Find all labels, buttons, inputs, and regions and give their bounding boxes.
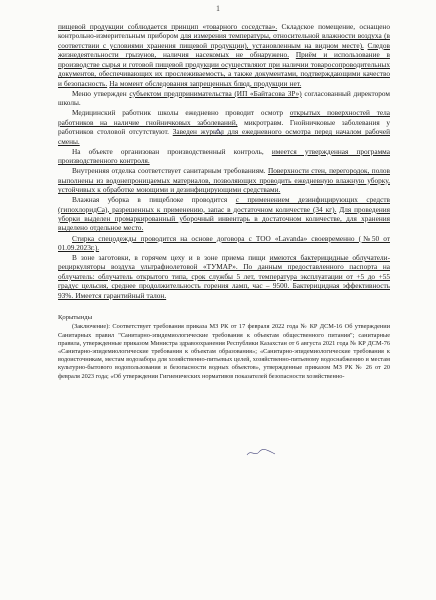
underlined-text: На момент обследования запрещенных блюд, продукции нет. — [109, 78, 302, 88]
body-text: микротравм. Гнойничковые заболевания у работников столовой отсутствуют. — [58, 117, 390, 137]
body-text — [289, 50, 296, 59]
body-text: Меню утвержден — [72, 88, 130, 98]
underlined-text: имеются бактерицидные облучатели-рециркуляторы воздуха ультрафиолетовой «ТУМАР». По данным предоставленного паспорта на облучатель: облучатель открытого типа, срок службы 5 лет, температура эксплуатации от +5 до +55 градус цельсия, среднее продолжительность горения ламп, час – 9500. Бактерицидная эффективность 93%. Имеется гарантийный талон. — [58, 253, 390, 300]
underlined-text: Приём и использование в производстве сырья и готовой пищевой продукции осуществляют при наличии товаросопроводительных документов, обеспечивающих их прослеживаемость, а также документами, подтверждающими качество и безопасность. — [58, 50, 390, 88]
body-text: согласованный директором школы. — [58, 88, 390, 108]
underlined-text: с применением дезинфицирующих средств (гипохлоридCa), разрешенных к применению, запас в достаточном количестве (34 кг). — [58, 195, 390, 214]
body-text: Внутренняя отделка соответствует санитарным требованиям. — [72, 166, 268, 176]
underlined-text: открытых поверхностей тела работников на наличие гнойничковых заболеваний, — [58, 108, 390, 127]
underlined-text: Следов жизнедеятельности грызунов, наличия насекомых не обнаружено. — [58, 40, 390, 60]
paragraph-production-control — [58, 147, 390, 166]
paragraph-wet-cleaning — [58, 195, 390, 233]
paragraph-laundry — [58, 234, 390, 253]
body-text: Влажная уборка в пищеблоке проводится — [72, 195, 236, 205]
ink-mark — [214, 128, 223, 136]
body-text: В зоне заготовки, в горячем цеху и в зоне приема пищи — [72, 253, 270, 263]
page-number: 1 — [216, 4, 220, 13]
underlined-text: Для проведения уборки выделен промаркированный уборочный инвентарь в достаточном количестве, для хранения выделено отдельное место. — [58, 204, 391, 233]
conclusion-title: Қорытынды — [58, 314, 93, 322]
signature-scribble — [246, 448, 276, 458]
paragraph-medical-inspection — [58, 108, 390, 146]
paragraph-storage — [58, 22, 390, 88]
underlined-text: Поверхности стен, перегородок, полов выполнены из водонепроницаемых материалов, позволяющих проводить ежедневную влажную уборку, устойчивых к обработке моющими и дезинфицирующими средствами. — [58, 166, 390, 195]
underlined-text: имеется утвержденная программа производственного контроля. — [58, 146, 390, 166]
paragraph-menu — [58, 89, 390, 108]
underlined-text: Заведен журнал для ежедневного осмотра перед началом рабочей смены. — [58, 127, 390, 146]
paragraph-interior-finish — [58, 166, 390, 194]
body-text: На объекте организован производственный контроль, — [72, 146, 272, 156]
conclusion-text: (Заключение): Соответствует требования приказа МЗ РК от 17 февраля 2022 года № КР ДСМ-16 Об утверждении Санитарных правил "Санитарно-эпидемиологические требования к объектам общественного питания"; санитарные правила, утвержденные приказом Министра здравоохранения Республики Казахстан от 6 августа 2021 года № КР ДСМ-76 «Санитарно-эпидемиологические требования к объектам образования»; «Санитарно-эпидемиологические требования к водоисточникам, местам водозабора для хозяйственно-питьевых целей, хозяйственно-питьевому водоснабжению и местам культурно-бытового водопользования и безопасности водных объектов», утвержденные приказом МЗ РК № 26 от 20 февраля 2023 года; «Об утверждении Гигиенических нормативов показателей безопасности хозяйственно- — [58, 323, 390, 380]
paragraph-uv-irradiators — [58, 253, 390, 300]
underlined-text: Стирка спецодежды проводится на основе договора с ТОО «Lavanda» своевременно (№50 от 01.09.2023г.). — [58, 233, 390, 252]
body-text: Медицинский работник школы ежедневно проводит осмотр — [72, 108, 290, 118]
underlined-text: субъектом предпринимательства (ИП «Байтасова ЗР») — [129, 88, 302, 98]
body-text: Складское помещение, оснащено контрольно-измерительным прибором — [58, 22, 390, 41]
underlined-text: пищевой продукции соблюдается принцип «товарного соседства». — [58, 22, 278, 31]
underlined-text: для измерения температуры, относительной влажности воздуха (в соответствии с условиями хранения пищевой продукции), установленным на видном месте). — [58, 31, 390, 50]
